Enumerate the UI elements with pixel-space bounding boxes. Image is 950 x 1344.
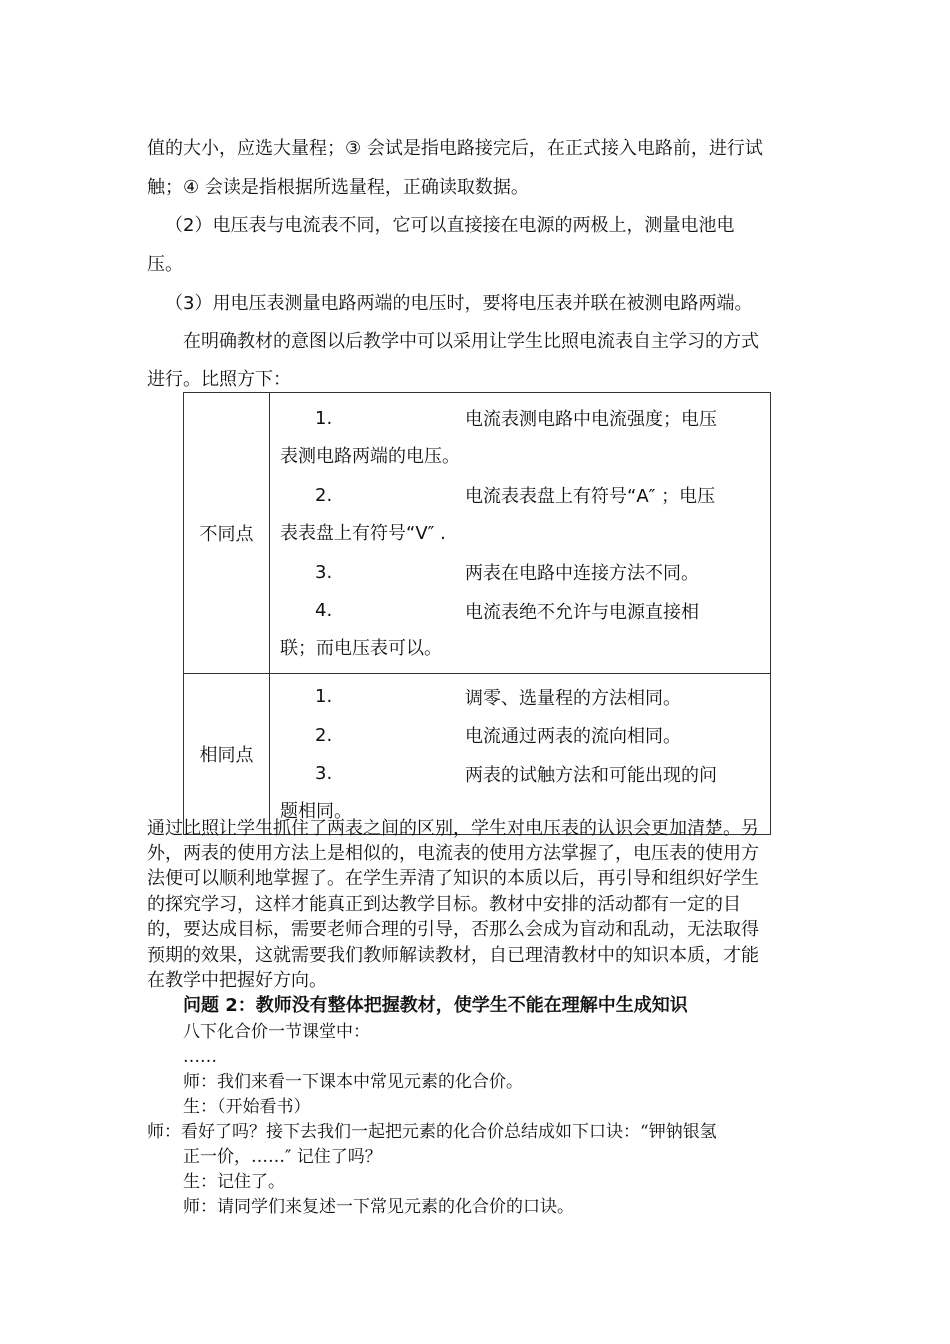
dialogue-teacher-3: 师：请同学们来复述一下常见元素的化合价的口诀。: [183, 1197, 574, 1217]
item-text: 电流表测电路中电流强度；电压: [465, 409, 717, 431]
paragraph-2-line-2: 压。: [147, 254, 183, 275]
body-line: 法便可以顺利地掌握了。在学生弄清了知识的本质以后，再引导和组织好学生: [147, 868, 759, 889]
paragraph-3: （3）用电压表测量电路两端的电压时，要将电压表并联在被测电路两端。: [165, 293, 753, 314]
dialogue-teacher-2-line-1: 师：看好了吗？接下去我们一起把元素的化合价总结成如下口诀：“钾钠银氢: [147, 1122, 717, 1142]
item-text: 电流表表盘上有符号“A″ ；电压: [465, 486, 716, 508]
paragraph-4-line-1: 在明确教材的意图以后教学中可以采用让学生比照电流表自主学习的方式: [183, 331, 759, 352]
row-label-same: 相同点: [184, 673, 270, 834]
item-text: 电流表绝不允许与电源直接相: [465, 601, 699, 623]
item-text-continued: 表测电路两端的电压。: [280, 445, 460, 467]
body-line: 的，要达成目标，需要老师合理的引导，否那么会成为盲动和乱动，无法取得: [147, 919, 759, 940]
body-line: 外，两表的使用方法上是相似的，电流表的使用方法掌握了，电压表的使用方: [147, 843, 759, 864]
body-line: 的探究学习，这样才能真正到达教学目标。教材中安排的活动都有一定的目: [147, 894, 741, 915]
body-line: 在教学中把握好方向。: [147, 970, 327, 991]
item-number: 4.: [315, 600, 333, 622]
question-2-heading: 问题 2：教师没有整体把握教材，使学生不能在理解中生成知识: [183, 995, 688, 1016]
dialogue-student-1: 生：（开始看书）: [183, 1097, 311, 1117]
item-number: 1.: [315, 686, 333, 708]
body-line: 通过比照让学生抓住了两表之间的区别，学生对电压表的认识会更加清楚。另: [147, 818, 759, 839]
item-text-continued: 表表盘上有符号“V″ .: [280, 522, 446, 544]
same-points-cell: [270, 673, 771, 834]
dialogue-teacher-1: 师：我们来看一下课本中常见元素的化合价。: [183, 1072, 523, 1092]
dialogue-ellipsis: ……: [183, 1047, 217, 1067]
item-text: 电流通过两表的流向相同。: [465, 726, 681, 748]
item-number: 2.: [315, 484, 333, 506]
item-number: 3.: [315, 561, 333, 583]
item-number: 3.: [315, 763, 333, 785]
paragraph-1-line-1: 值的大小，应选大量程；③ 会试是指电路接完后，在正式接入电路前，进行试: [147, 138, 763, 159]
dialogue-teacher-2-line-2: 正一价，……″ 记住了吗？: [183, 1147, 382, 1167]
item-text: 两表在电路中连接方法不同。: [465, 563, 699, 585]
item-text-continued: 联；而电压表可以。: [280, 638, 442, 659]
body-line: 预期的效果，这就需要我们教师解读教材，自已理清教材中的知识本质，才能: [147, 945, 759, 966]
item-text: 调零、选量程的方法相同。: [465, 687, 681, 709]
table-row-same: [184, 673, 771, 834]
dialogue-intro: 八下化合价一节课堂中：: [183, 1022, 370, 1042]
item-text: 两表的试触方法和可能出现的问: [465, 764, 717, 786]
comparison-table: [183, 392, 771, 835]
paragraph-2-line-1: （2）电压表与电流表不同，它可以直接接在电源的两极上，测量电池电: [165, 215, 735, 236]
item-text-continued: 题相同。: [280, 801, 352, 822]
paragraph-1-line-2: 触；④ 会读是指根据所选量程，正确读取数据。: [147, 177, 529, 198]
paragraph-4-line-2: 进行。比照方下：: [147, 369, 291, 390]
different-points-cell: [270, 393, 771, 674]
table-row-different: [184, 393, 771, 674]
item-number: 2.: [315, 724, 333, 746]
dialogue-student-2: 生：记住了。: [183, 1172, 285, 1192]
row-label-different: 不同点: [184, 393, 270, 674]
item-number: 1.: [315, 407, 333, 429]
